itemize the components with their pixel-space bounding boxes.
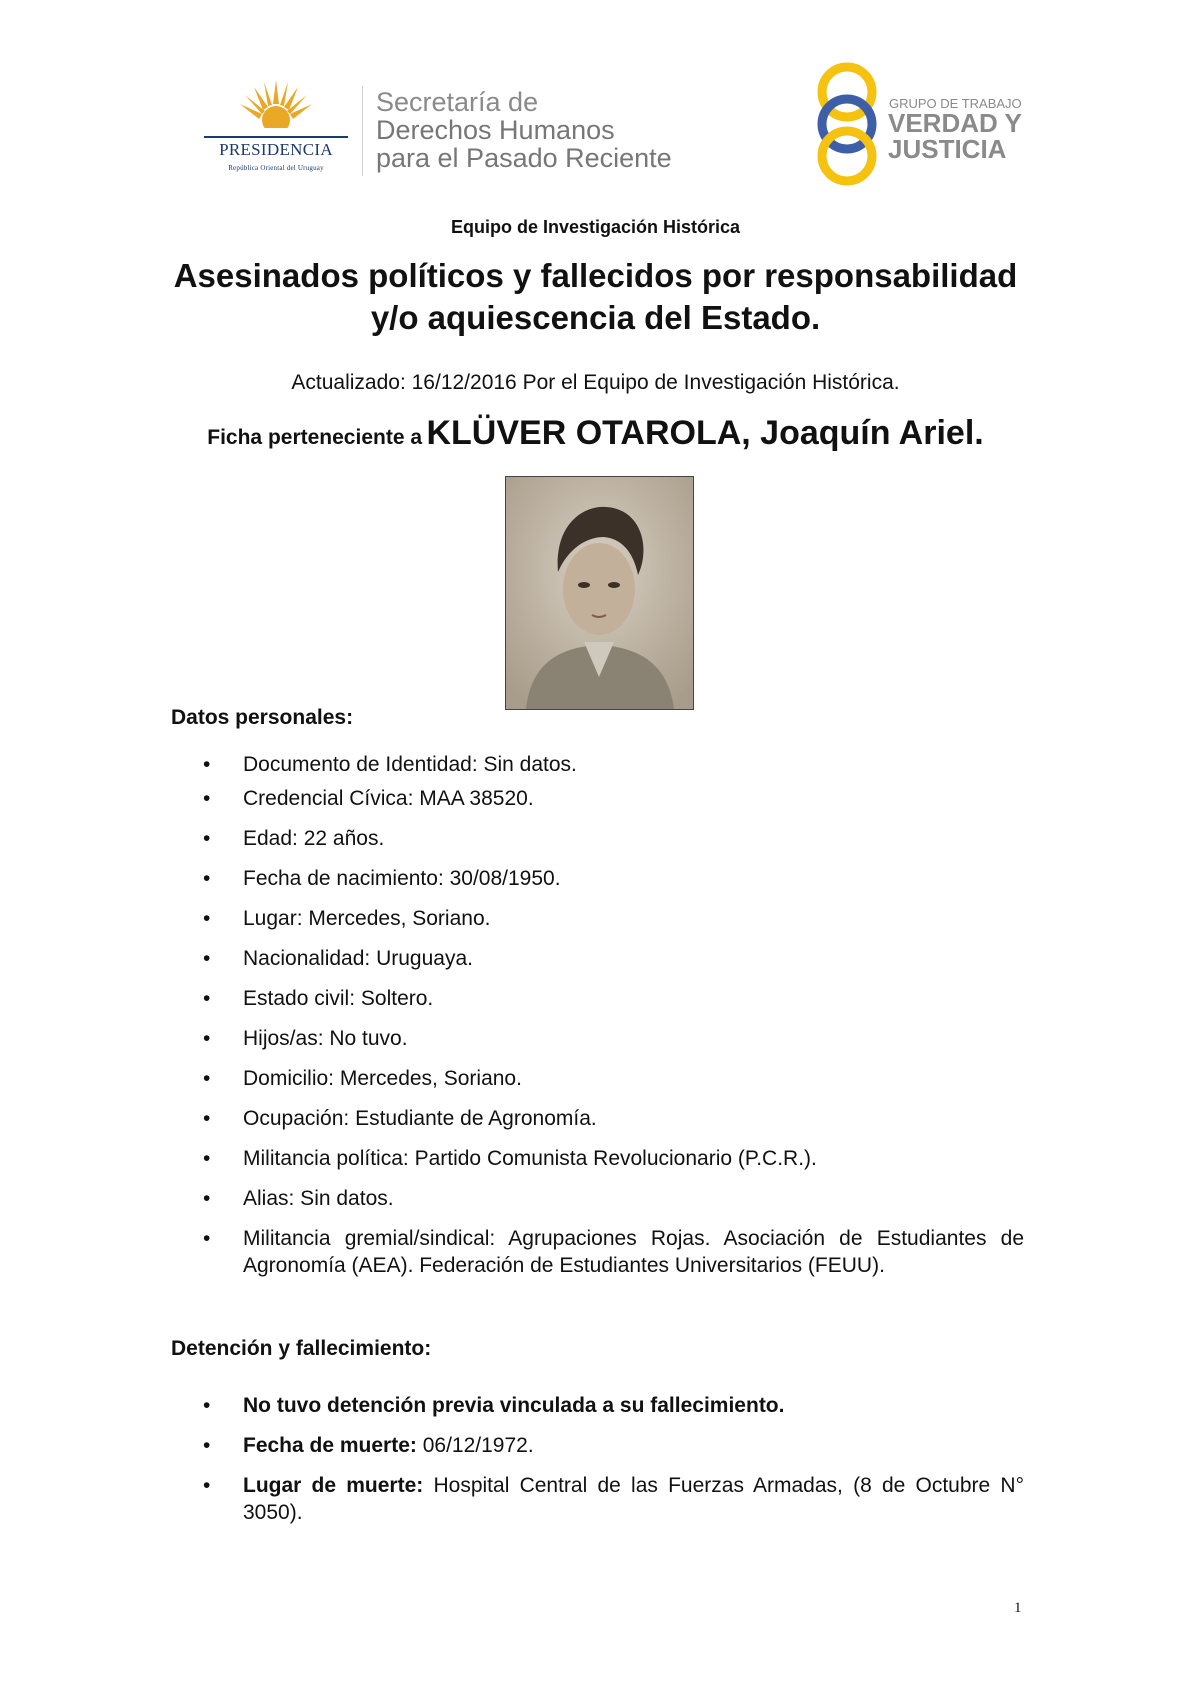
bullet-icon: • xyxy=(203,907,211,930)
bullet-icon: • xyxy=(203,1227,211,1250)
list-item: • Credencial Cívica: MAA 38520. xyxy=(203,787,534,810)
bullet-icon: • xyxy=(203,1394,211,1417)
list-item: • Lugar: Mercedes, Soriano. xyxy=(203,907,491,930)
secretaria-line-3: para el Pasado Reciente xyxy=(376,143,672,173)
list-item: • No tuvo detención previa vinculada a su fallecimiento. xyxy=(203,1394,785,1417)
rings-icon xyxy=(812,62,882,187)
detencion-list xyxy=(171,1392,1024,1526)
presidencia-logo xyxy=(196,78,356,178)
list-item: • Fecha de nacimiento: 30/08/1950. xyxy=(203,867,561,890)
list-item: • Militancia gremial/sindical: Agrupaciones Rojas. Asociación de Estudiantes de Agronomía (AEA). Federación de Estudiantes Universitarios (FEUU). xyxy=(203,1227,1024,1277)
secretaria-logo-text xyxy=(376,88,672,172)
bullet-icon: • xyxy=(203,753,211,776)
vyj-line-2: VERDAD Y xyxy=(888,108,1022,138)
logo-divider xyxy=(362,86,363,176)
list-item: • Ocupación: Estudiante de Agronomía. xyxy=(203,1107,597,1130)
person-name: KLÜVER OTAROLA, Joaquín Ariel. xyxy=(426,414,984,452)
bullet-icon: • xyxy=(203,1187,211,1210)
list-item: • Estado civil: Soltero. xyxy=(203,987,434,1010)
datos-personales-list xyxy=(171,751,1024,1279)
vyj-line-3: JUSTICIA xyxy=(888,134,1007,164)
vyj-line-1: GRUPO DE TRABAJO xyxy=(889,96,1022,111)
bullet-icon: • xyxy=(203,787,211,810)
list-item: • Edad: 22 años. xyxy=(203,827,385,850)
list-item: • Lugar de muerte: Hospital Central de las Fuerzas Armadas, (8 de Octubre N° 3050). xyxy=(203,1474,1024,1524)
bullet-icon: • xyxy=(203,1107,211,1130)
bullet-icon: • xyxy=(203,1474,211,1497)
bullet-icon: • xyxy=(203,867,211,890)
sun-icon xyxy=(238,78,314,138)
document-title: Asesinados políticos y fallecidos por responsabilidad y/o aquiescencia del Estado. xyxy=(173,257,1018,336)
list-item: • Fecha de muerte: 06/12/1972. xyxy=(203,1434,534,1457)
list-item: • Militancia política: Partido Comunista Revolucionario (P.C.R.). xyxy=(203,1147,817,1170)
bullet-icon: • xyxy=(203,827,211,850)
portrait-photo xyxy=(505,476,694,710)
bullet-icon: • xyxy=(203,1067,211,1090)
list-item: • Documento de Identidad: Sin datos. xyxy=(203,753,577,776)
bullet-icon: • xyxy=(203,947,211,970)
bullet-icon: • xyxy=(203,1147,211,1170)
list-item: • Domicilio: Mercedes, Soriano. xyxy=(203,1067,522,1090)
page-number: 1 xyxy=(1014,1600,1022,1616)
ficha-line xyxy=(0,414,1191,453)
list-item: • Alias: Sin datos. xyxy=(203,1187,394,1210)
datos-personales-heading: Datos personales: xyxy=(171,706,354,729)
secretaria-line-2: Derechos Humanos xyxy=(376,115,615,145)
list-item: • Hijos/as: No tuvo. xyxy=(203,1027,408,1050)
bullet-icon: • xyxy=(203,987,211,1010)
bullet-icon: • xyxy=(203,1434,211,1457)
presidencia-word: PRESIDENCIA xyxy=(219,140,333,159)
team-heading: Equipo de Investigación Histórica xyxy=(450,217,741,237)
bullet-icon: • xyxy=(203,1027,211,1050)
secretaria-line-1: Secretaría de xyxy=(376,87,539,117)
ficha-prefix: Ficha perteneciente a xyxy=(207,426,423,449)
detencion-heading: Detención y fallecimiento: xyxy=(171,1337,432,1360)
presidencia-subtitle: República Oriental del Uruguay xyxy=(228,164,324,172)
presidencia-rule xyxy=(204,136,348,138)
updated-line: Actualizado: 16/12/2016 Por el Equipo de Investigación Histórica. xyxy=(291,371,900,394)
portrait-image xyxy=(506,477,693,709)
list-item: • Nacionalidad: Uruguaya. xyxy=(203,947,473,970)
verdad-y-justicia-logo xyxy=(812,62,1032,187)
